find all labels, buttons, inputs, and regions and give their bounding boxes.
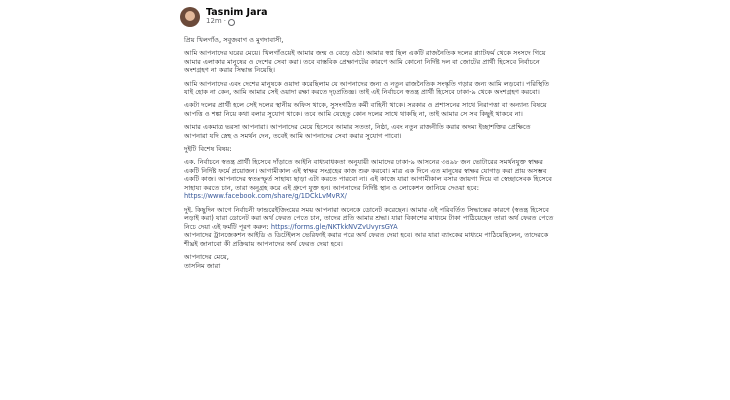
paragraph-with-link	[184, 158, 554, 201]
paragraph: আমার একমাত্র ভরসা আপনারা। আপনাদের মেয়ে হিসেবে আমার সততা, নিষ্ঠা, এবং নতুন রাজনীতি করার অদম্য ইচ্ছাশক্তির প্রেক্ষিতে আপনারা যদি স্নেহ ও সমর্থন দেন, তবেই আমি আপনাদের সেবা করার সুযোগ পাবো।	[184, 123, 531, 140]
paragraph: আমি আপনাদের ঘরের মেয়ে। খিলগাঁওয়েই আমার জন্ম ও বেড়ে ওঠা। আমার স্বপ্ন ছিল একটি রাজনৈতিক দলের প্ল্যাটফর্ম থেকে সংসদে গিয়ে আমার এলাকার মানুষের ও দেশের সেবা করা। তবে বাস্তবিক প্রেক্ষাপটের কারণে আমি কোনো নির্দিষ্ট দল বা জোটের প্রার্থী হিসেবে নির্বাচনে অংশগ্রহণ না করার সিদ্ধান্ত নিয়েছি।	[184, 49, 546, 75]
post-timestamp-row	[206, 18, 268, 26]
refund-form-link[interactable]: https://forms.gle/NKTkkNVZvUvyrsGYA	[270, 222, 398, 231]
point-one-text: এক. নির্বাচনে স্বতন্ত্র প্রার্থী হিসেবে দাঁড়াতে আইনি বাধ্যবাধকতা অনুযায়ী আমাদের ঢাকা-৯ আসনের ৩৪৯৮ জন ভোটারের সমর্থনযুক্ত স্বাক্ষর একটি নির্দিষ্ট ফর্মে প্রয়োজন। আগামীকাল এই স্বাক্ষর সংগ্রহের কাজ শুরু করবো। মাত্র এক দিনে এত মানুষের স্বাক্ষর যোগাড় করা প্রায় অসম্ভব একটি কাজ। আপনাদের স্বতঃস্ফূর্ত সাহায্য ছাড়া এটা করতে পারবো না। এই কাজে যারা আগামীকাল বসার জায়গা দিয়ে বা স্বেচ্ছাসেবক হিসেবে সাহায্য করতে চান, তারা অনুগ্রহ করে এই গ্রুপে যুক্ত হন। আপনাদের নির্দিষ্ট স্থান ও লোকেশন জানিয়ে দেওয়া হবে:	[184, 158, 552, 192]
signature-name: তাসনিম জারা	[184, 261, 221, 270]
post-header	[180, 4, 268, 30]
paragraph-with-link	[184, 206, 554, 232]
greeting: প্রিয় খিলগাঁও, সবুজবাগ ও মুগদাবাসী,	[184, 36, 284, 44]
globe-icon	[228, 19, 235, 26]
paragraph: আমি আপনাদের এবং দেশের মানুষকে ওয়াদা করেছিলাম যে আপনাদের জন্য ও নতুন রাজনৈতিক সংস্কৃতি গড়ার জন্য আমি লড়বো। পরিস্থিতি যাই হোক না কেন, আমি আমার সেই ওয়াদা রক্ষা করতে দৃঢ়প্রতিজ্ঞ। তাই এই নির্বাচনে স্বতন্ত্র প্রার্থী হিসেবে ঢাকা-৯ থেকে অংশগ্রহণ করবো।	[184, 79, 550, 97]
author-name[interactable]: Tasnim Jara	[206, 6, 268, 18]
separator: ·	[223, 17, 226, 26]
post-body	[184, 36, 554, 275]
point-two-text: দুই. কিছুদিন আগে নির্বাচনী ফান্ডরেইজিংয়ের সময় আপনারা অনেকে ডোনেট করেছেন। আমার এই পরিবর্তিত সিদ্ধান্তের কারণে (স্বতন্ত্র হিসেবে লড়াই করা) যারা ডোনেট করা অর্থ ফেরত পেতে চান, তাদের প্রতি আমার শ্রদ্ধা। যারা বিকাশের মাধ্যমে টাকা পাঠিয়েছেন তারা অর্থ ফেরত পেতে নিচে দেয়া এই ফর্মটি পূরণ করুন:	[184, 205, 554, 231]
post-time[interactable]: 12m	[206, 17, 222, 26]
sign-off: আপনাদের মেয়ে,	[184, 253, 229, 262]
avatar[interactable]	[180, 7, 200, 27]
facebook-post	[170, 0, 568, 400]
paragraph: একটা দলের প্রার্থী হলে সেই দলের স্থানীয় অফিস থাকে, সুসংগঠিত কর্মী বাহিনী থাকে। সরকার ও প্রশাসনের সাথে নিরাপত্তা বা অন্যান্য বিষয়ে আপত্তি ও শঙ্কা নিয়ে কথা বলার সুযোগ থাকে। তবে আমি যেহেতু কোন দলের সাথে থাকছি না, তাই আমার সে সব কিছুই থাকবে না।	[184, 101, 547, 118]
post-meta	[206, 8, 268, 26]
section-heading: দুইটি বিশেষ বিষয়:	[184, 144, 232, 153]
paragraph: আপনাদের ট্রানজেকশন আইডি ও ডিটেইলস ভেরিফাই করার পরে অর্থ ফেরত দেয়া হবে। আর যারা ব্যাংকের মাধ্যমে পাঠিয়েছিলেন, তাদেরকে শীঘ্রই জানাবো কী প্রক্রিয়ায় আপনাদের অর্থ ফেরত দেয়া হবে।	[184, 231, 549, 249]
facebook-group-link[interactable]: https://www.facebook.com/share/g/1DCkLvMvRX/	[184, 192, 347, 201]
